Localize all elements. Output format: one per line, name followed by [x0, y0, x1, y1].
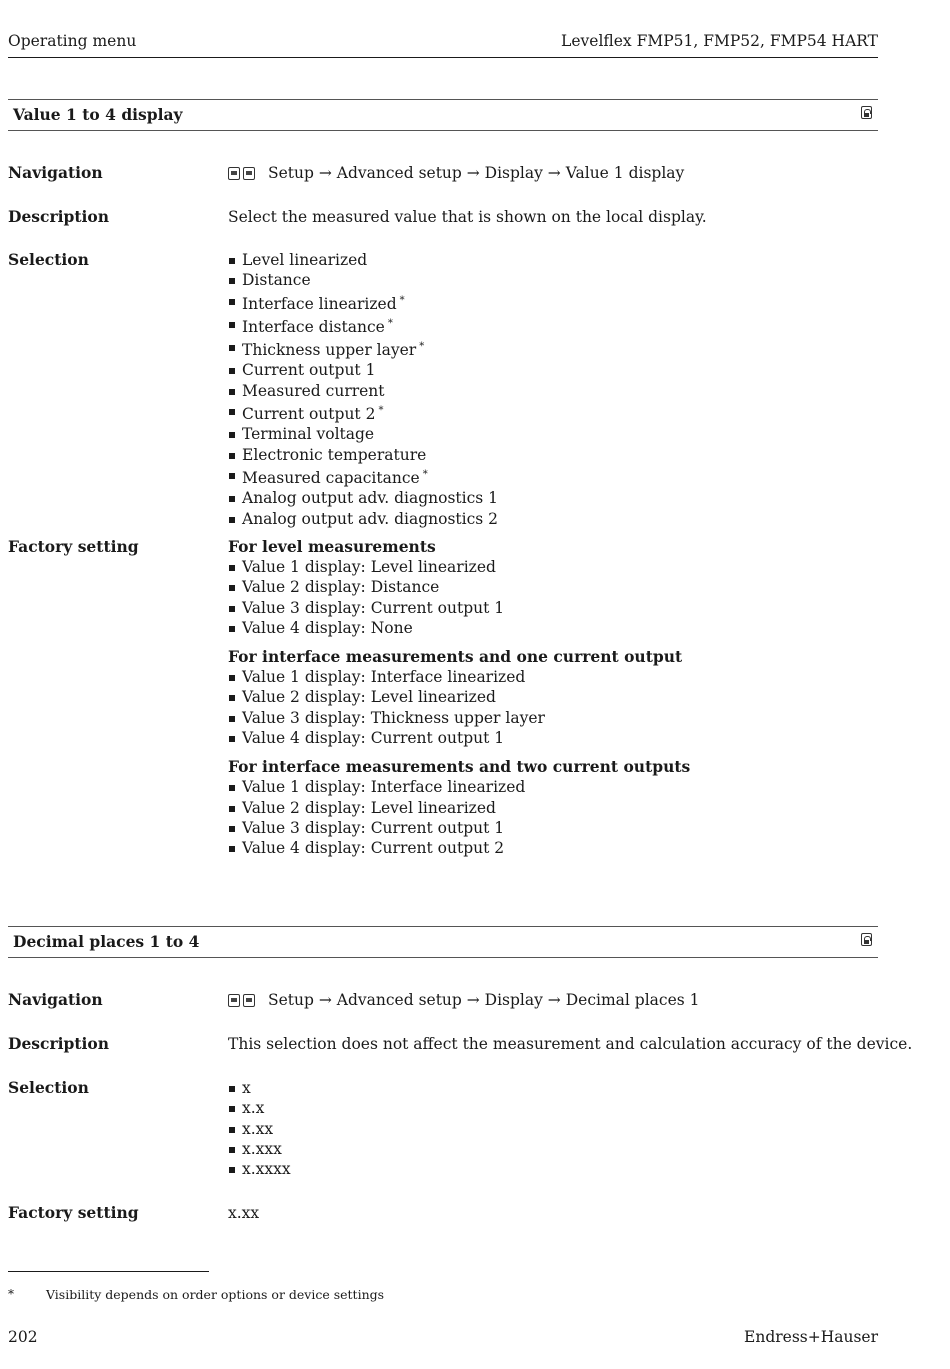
selection-option: Current output 1: [242, 361, 376, 380]
list-item: x.x: [228, 1098, 291, 1118]
list-item: x: [228, 1078, 291, 1098]
factory-setting-group: [228, 757, 690, 858]
list-item: Value 1 display: Interface linearized: [228, 667, 690, 687]
footnote-reference: *: [399, 294, 405, 306]
lock-icon: [861, 106, 872, 119]
selection-option: Analog output adv. diagnostics 2: [242, 509, 499, 528]
factory-setting-value: x.xx: [228, 1204, 260, 1222]
description-text: This selection does not affect the measurement and calculation accuracy of the device.: [228, 1035, 913, 1053]
list-item: [228, 250, 498, 270]
list-item: [228, 401, 498, 424]
list-item: [228, 465, 498, 488]
section-bar-decimal-places: [8, 926, 878, 958]
running-header-right: Levelflex FMP51, FMP52, FMP54 HART: [561, 32, 878, 50]
navigation-label: Navigation: [8, 990, 103, 1009]
selection-label: Selection: [8, 1078, 89, 1097]
section-bar-value-display: [8, 99, 878, 131]
selection-list: [228, 250, 498, 529]
factory-setting-group: [228, 647, 690, 748]
factory-setting-label: Factory setting: [8, 537, 139, 556]
footnote-reference: *: [378, 405, 384, 417]
selection-option: Current output 2: [242, 405, 376, 424]
selection-list: [228, 1078, 291, 1179]
brand-name: Endress+Hauser: [744, 1328, 878, 1346]
description-label: Description: [8, 207, 110, 226]
page-number: 202: [8, 1328, 38, 1346]
selection-option: Distance: [242, 271, 311, 290]
footnote-reference: *: [387, 317, 393, 329]
selection-option: Level linearized: [242, 251, 368, 269]
list-item: [228, 509, 498, 529]
list-item: [228, 381, 498, 401]
display-operation-icon: [228, 165, 258, 185]
navigation-path-row: [228, 163, 684, 185]
factory-group-heading: For interface measurements and two current outputs: [228, 757, 691, 777]
factory-group-heading: For interface measurements and one current output: [228, 647, 683, 667]
factory-setting-group: [228, 537, 690, 638]
list-item: [228, 360, 498, 380]
running-header-left: Operating menu: [8, 32, 137, 50]
list-item: [228, 337, 498, 360]
footnote-rule: [8, 1271, 209, 1272]
list-item: [228, 424, 498, 444]
footnote-text: Visibility depends on order options or device settings: [46, 1287, 385, 1302]
list-item: Value 2 display: Level linearized: [228, 798, 690, 818]
description-label: Description: [8, 1034, 110, 1053]
selection-option: Thickness upper layer: [242, 341, 417, 360]
lock-icon: [861, 933, 872, 946]
navigation-label: Navigation: [8, 163, 103, 182]
list-item: [228, 270, 498, 290]
footnote-reference: *: [422, 468, 428, 480]
description-text: Select the measured value that is shown on the local display.: [228, 208, 707, 226]
list-item: [228, 291, 498, 314]
selection-option: Terminal voltage: [242, 425, 375, 444]
list-item: Value 3 display: Current output 1: [228, 818, 690, 838]
factory-setting-label: Factory setting: [8, 1203, 139, 1222]
section-title: Decimal places 1 to 4: [13, 932, 200, 951]
list-item: x.xxx: [228, 1139, 291, 1159]
footnote-mark: *: [8, 1287, 14, 1301]
selection-option: Measured current: [242, 381, 385, 400]
navigation-path: Setup → Advanced setup → Display → Decimal places 1: [268, 991, 700, 1009]
list-item: [228, 445, 498, 465]
selection-option: Electronic temperature: [242, 445, 427, 464]
factory-setting-groups: [228, 537, 690, 868]
list-item: Value 1 display: Level linearized: [228, 557, 690, 577]
display-operation-icon: [228, 992, 258, 1012]
list-item: x.xxxx: [228, 1159, 291, 1179]
selection-option: Measured capacitance: [242, 468, 420, 487]
selection-option: Interface distance: [242, 317, 385, 336]
list-item: [228, 314, 498, 337]
footnote-reference: *: [419, 341, 425, 353]
selection-option: Analog output adv. diagnostics 1: [242, 489, 499, 508]
navigation-path: Setup → Advanced setup → Display → Value 1 display: [268, 164, 685, 182]
list-item: Value 2 display: Level linearized: [228, 687, 690, 707]
list-item: Value 1 display: Interface linearized: [228, 777, 690, 797]
list-item: [228, 488, 498, 508]
header-rule: [8, 57, 878, 58]
list-item: Value 4 display: Current output 2: [228, 838, 690, 858]
navigation-path-row: [228, 990, 700, 1012]
list-item: Value 4 display: None: [228, 618, 690, 638]
section-title: Value 1 to 4 display: [13, 105, 183, 124]
list-item: Value 3 display: Thickness upper layer: [228, 708, 690, 728]
list-item: Value 2 display: Distance: [228, 577, 690, 597]
list-item: Value 3 display: Current output 1: [228, 598, 690, 618]
factory-group-heading: For level measurements: [228, 537, 436, 556]
selection-option: Interface linearized: [242, 294, 397, 313]
selection-label: Selection: [8, 250, 89, 269]
list-item: Value 4 display: Current output 1: [228, 728, 690, 748]
list-item: x.xx: [228, 1119, 291, 1139]
